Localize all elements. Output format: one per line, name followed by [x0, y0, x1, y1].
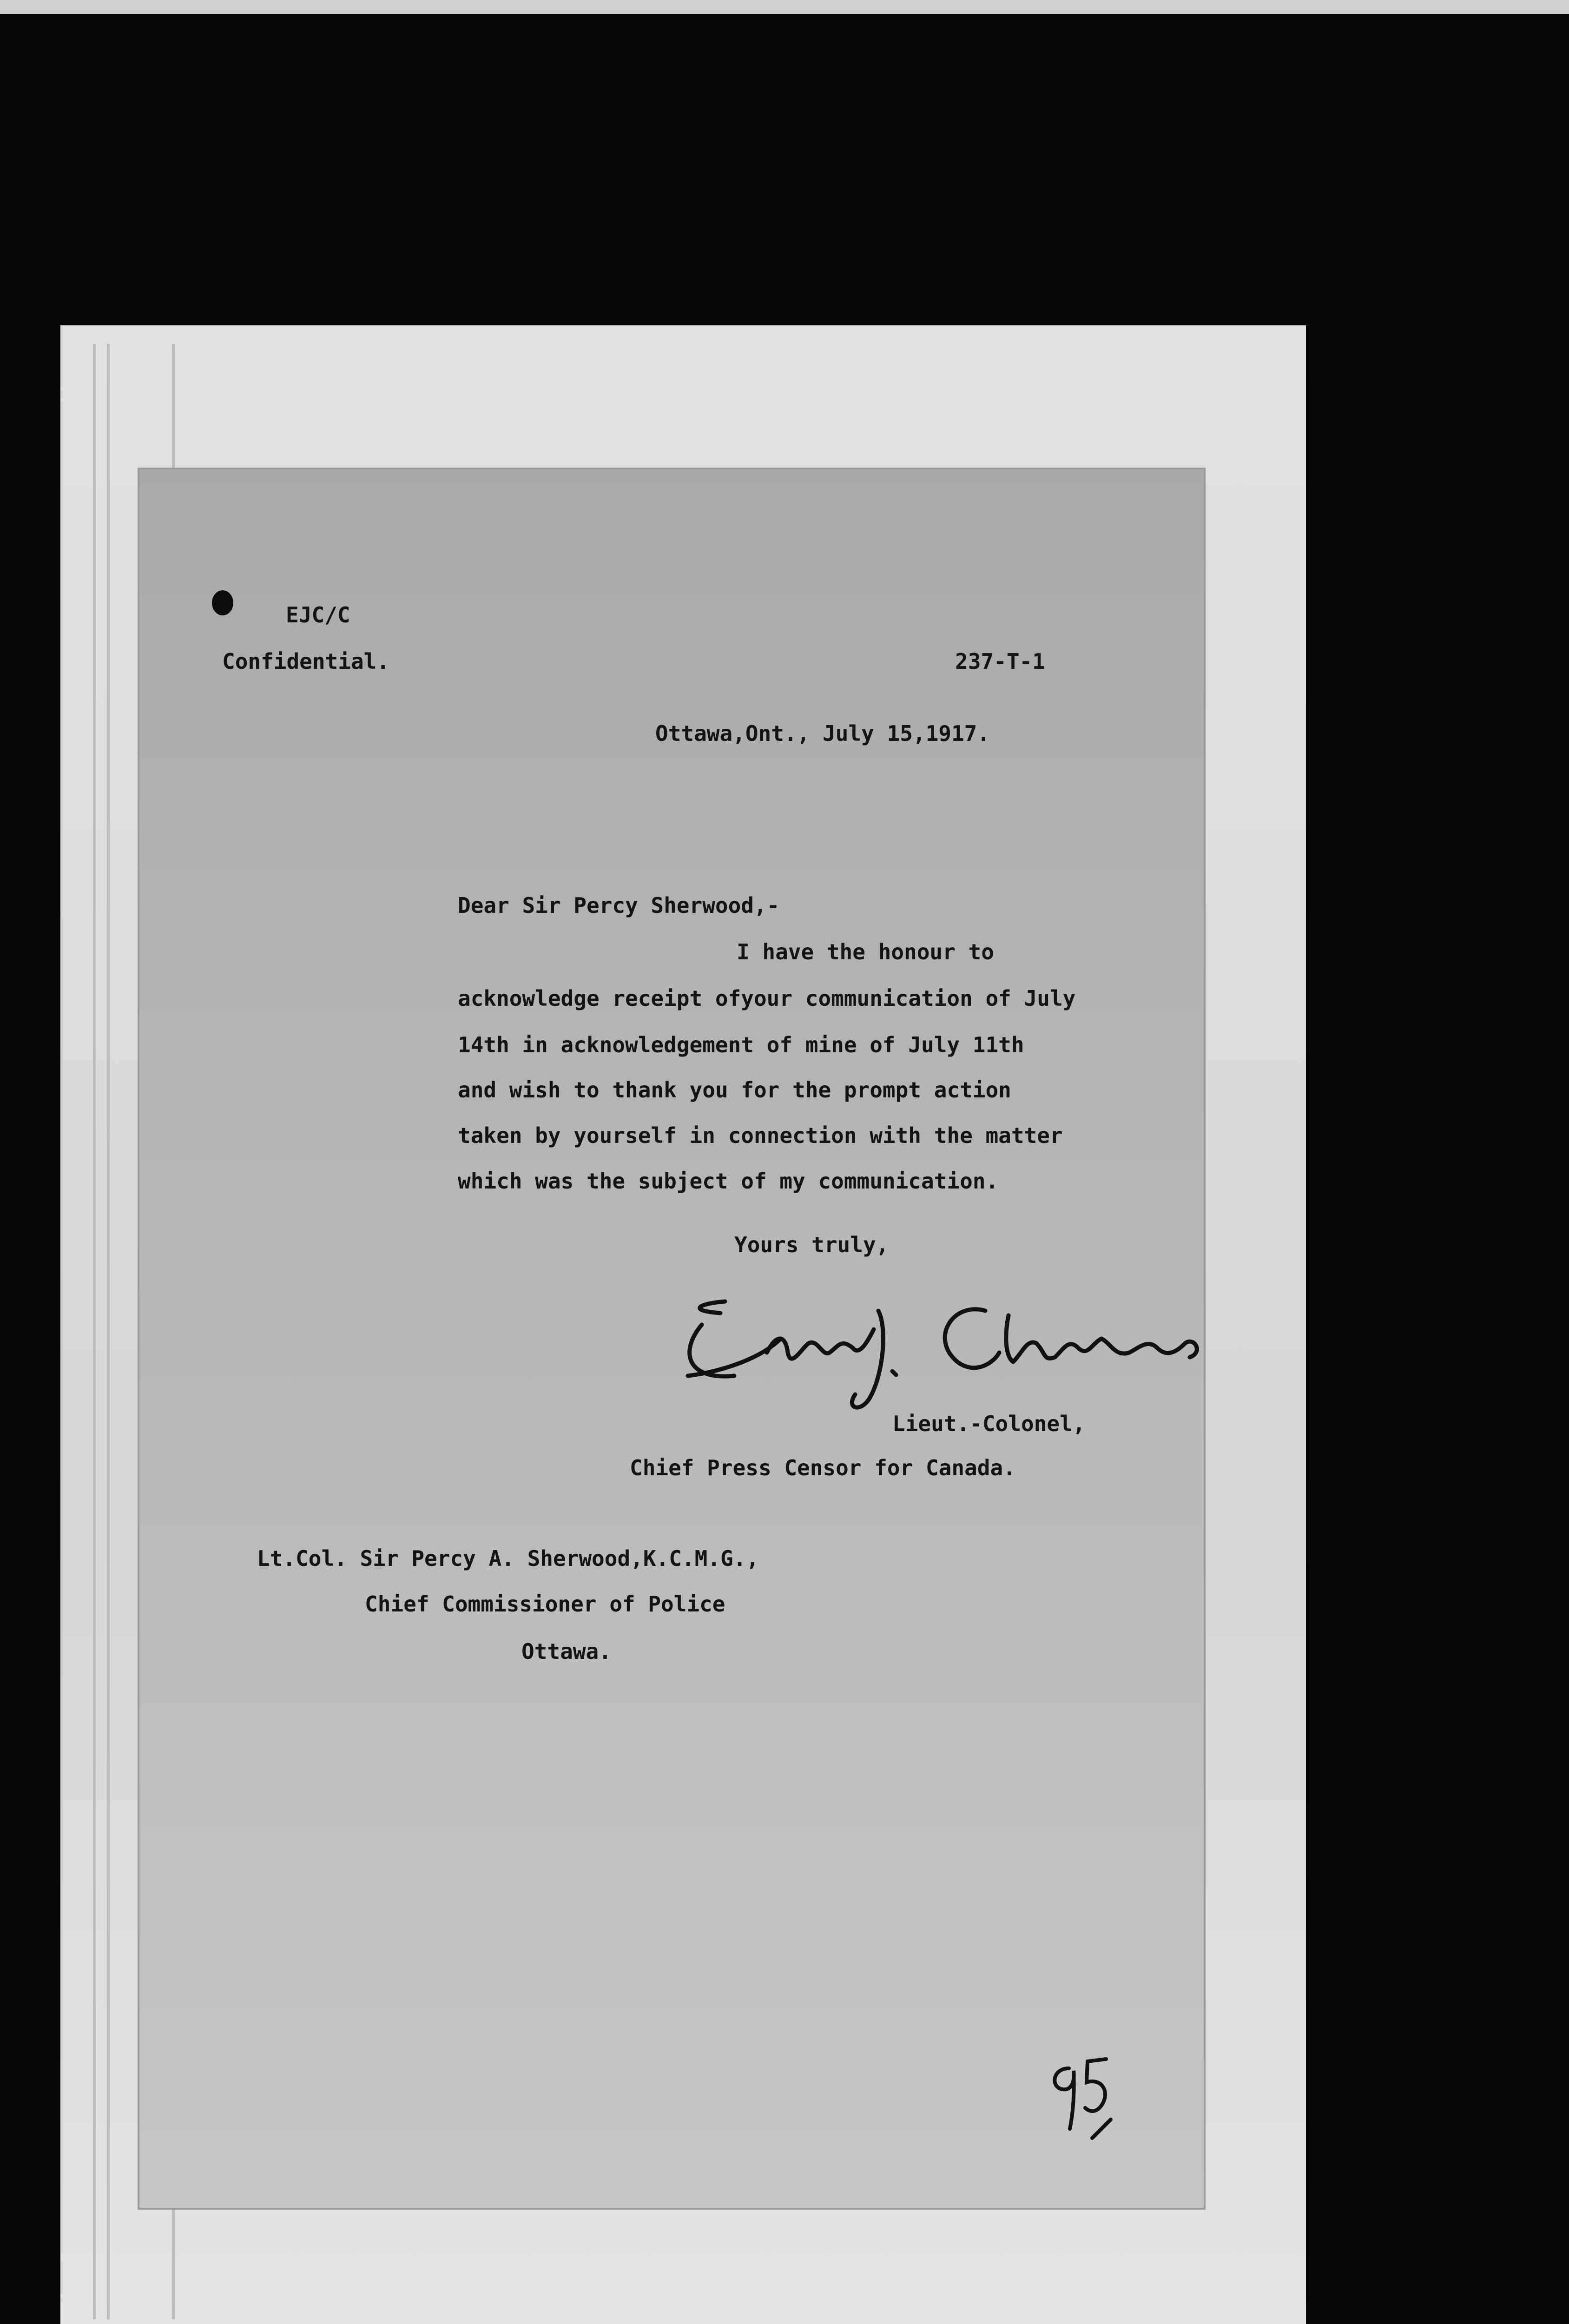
body-line: acknowledge receipt ofyour communication of July	[458, 986, 1076, 1011]
body-line: I have the honour to	[737, 939, 994, 964]
sheet-fold-line	[93, 344, 96, 2319]
addressee-line: Ottawa.	[521, 1639, 612, 1664]
addressee-line: Chief Commissioner of Police	[365, 1591, 725, 1617]
body-line: 14th in acknowledgement of mine of July 11th	[458, 1032, 1024, 1057]
signer-title: Chief Press Censor for Canada.	[630, 1455, 1016, 1480]
signer-rank: Lieut.-Colonel,	[892, 1411, 1086, 1436]
body-line: which was the subject of my communication.	[458, 1169, 999, 1194]
closing: Yours truly,	[734, 1232, 889, 1257]
file-number: 237-T-1	[955, 649, 1045, 674]
body-line: taken by yourself in connection with the matter	[458, 1123, 1063, 1148]
reference-initials: EJC/C	[286, 602, 350, 627]
handwritten-page-number	[1041, 2050, 1125, 2143]
sheet-fold-line	[107, 344, 110, 2319]
punch-hole	[212, 590, 233, 615]
addressee-line: Lt.Col. Sir Percy A. Sherwood,K.C.M.G.,	[257, 1546, 759, 1571]
film-edge-strip	[0, 0, 1569, 14]
body-line: and wish to thank you for the prompt action	[458, 1077, 1011, 1103]
classification-label: Confidential.	[222, 649, 390, 674]
signature-image	[669, 1283, 1208, 1418]
salutation: Dear Sir Percy Sherwood,-	[458, 893, 780, 918]
place-date: Ottawa,Ont., July 15,1917.	[655, 721, 990, 746]
